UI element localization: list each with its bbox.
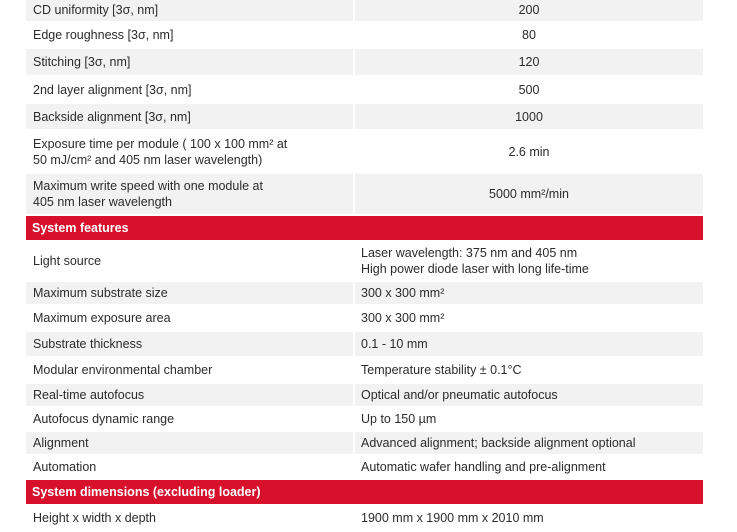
table-row	[26, 306, 703, 332]
row-value: 5000 mm²/min	[353, 174, 703, 214]
section-header-system-dimensions: System dimensions (excluding loader)	[26, 480, 703, 506]
table-row	[26, 49, 703, 77]
table-row	[26, 104, 703, 131]
table-row	[26, 23, 703, 49]
row-label	[26, 174, 353, 214]
row-label	[26, 131, 353, 172]
row-value: Optical and/or pneumatic autofocus	[353, 384, 703, 406]
row-label: Maximum exposure area	[26, 306, 353, 330]
table-row	[26, 408, 703, 432]
row-value: 300 x 300 mm²	[353, 306, 703, 330]
table-row	[26, 242, 703, 282]
row-label: Edge roughness [3σ, nm]	[26, 23, 353, 47]
row-label: 2nd layer alignment [3σ, nm]	[26, 77, 353, 102]
row-value: 300 x 300 mm²	[353, 282, 703, 304]
section-header-system-features: System features	[26, 216, 703, 242]
row-label: Stitching [3σ, nm]	[26, 49, 353, 75]
row-label: Substrate thickness	[26, 332, 353, 356]
row-value: 120	[353, 49, 703, 75]
row-value-line: High power diode laser with long life-time	[361, 262, 589, 276]
spec-table	[26, 0, 703, 532]
row-value: 0.1 - 10 mm	[353, 332, 703, 356]
row-value: 2.6 min	[353, 131, 703, 172]
row-label: CD uniformity [3σ, nm]	[26, 0, 353, 21]
row-value: Advanced alignment; backside alignment optional	[353, 432, 703, 454]
row-value: 80	[353, 23, 703, 47]
table-row	[26, 282, 703, 306]
table-row	[26, 174, 703, 216]
table-row	[26, 432, 703, 456]
table-row	[26, 358, 703, 384]
row-value-line: Laser wavelength: 375 nm and 405 nm	[361, 246, 578, 260]
row-label-line: Maximum write speed with one module at	[33, 179, 263, 193]
row-label: Alignment	[26, 432, 353, 454]
row-label-line: 50 mJ/cm² and 405 nm laser wavelength)	[33, 152, 263, 167]
row-value: 1900 mm x 1900 mm x 2010 mm	[353, 506, 703, 530]
row-value: Up to 150 µm	[353, 408, 703, 430]
table-row	[26, 131, 703, 174]
row-value: 200	[353, 0, 703, 21]
row-label: Height x width x depth	[26, 506, 353, 530]
row-value: Automatic wafer handling and pre-alignment	[353, 456, 703, 478]
row-label-line: Exposure time per module ( 100 x 100 mm² at	[33, 136, 288, 151]
table-row	[26, 384, 703, 408]
row-label: Light source	[26, 242, 353, 280]
row-value	[353, 242, 703, 280]
row-value: 500	[353, 77, 703, 102]
table-row	[26, 332, 703, 358]
row-label: Backside alignment [3σ, nm]	[26, 104, 353, 129]
table-row	[26, 456, 703, 480]
table-row	[26, 0, 703, 23]
table-row	[26, 506, 703, 532]
row-label: Modular environmental chamber	[26, 358, 353, 382]
row-label: Autofocus dynamic range	[26, 408, 353, 430]
row-label: Automation	[26, 456, 353, 478]
row-label-line: 405 nm laser wavelength	[33, 195, 172, 209]
row-value: Temperature stability ± 0.1°C	[353, 358, 703, 382]
row-value: 1000	[353, 104, 703, 129]
row-label: Real-time autofocus	[26, 384, 353, 406]
table-row	[26, 77, 703, 104]
row-label: Maximum substrate size	[26, 282, 353, 304]
